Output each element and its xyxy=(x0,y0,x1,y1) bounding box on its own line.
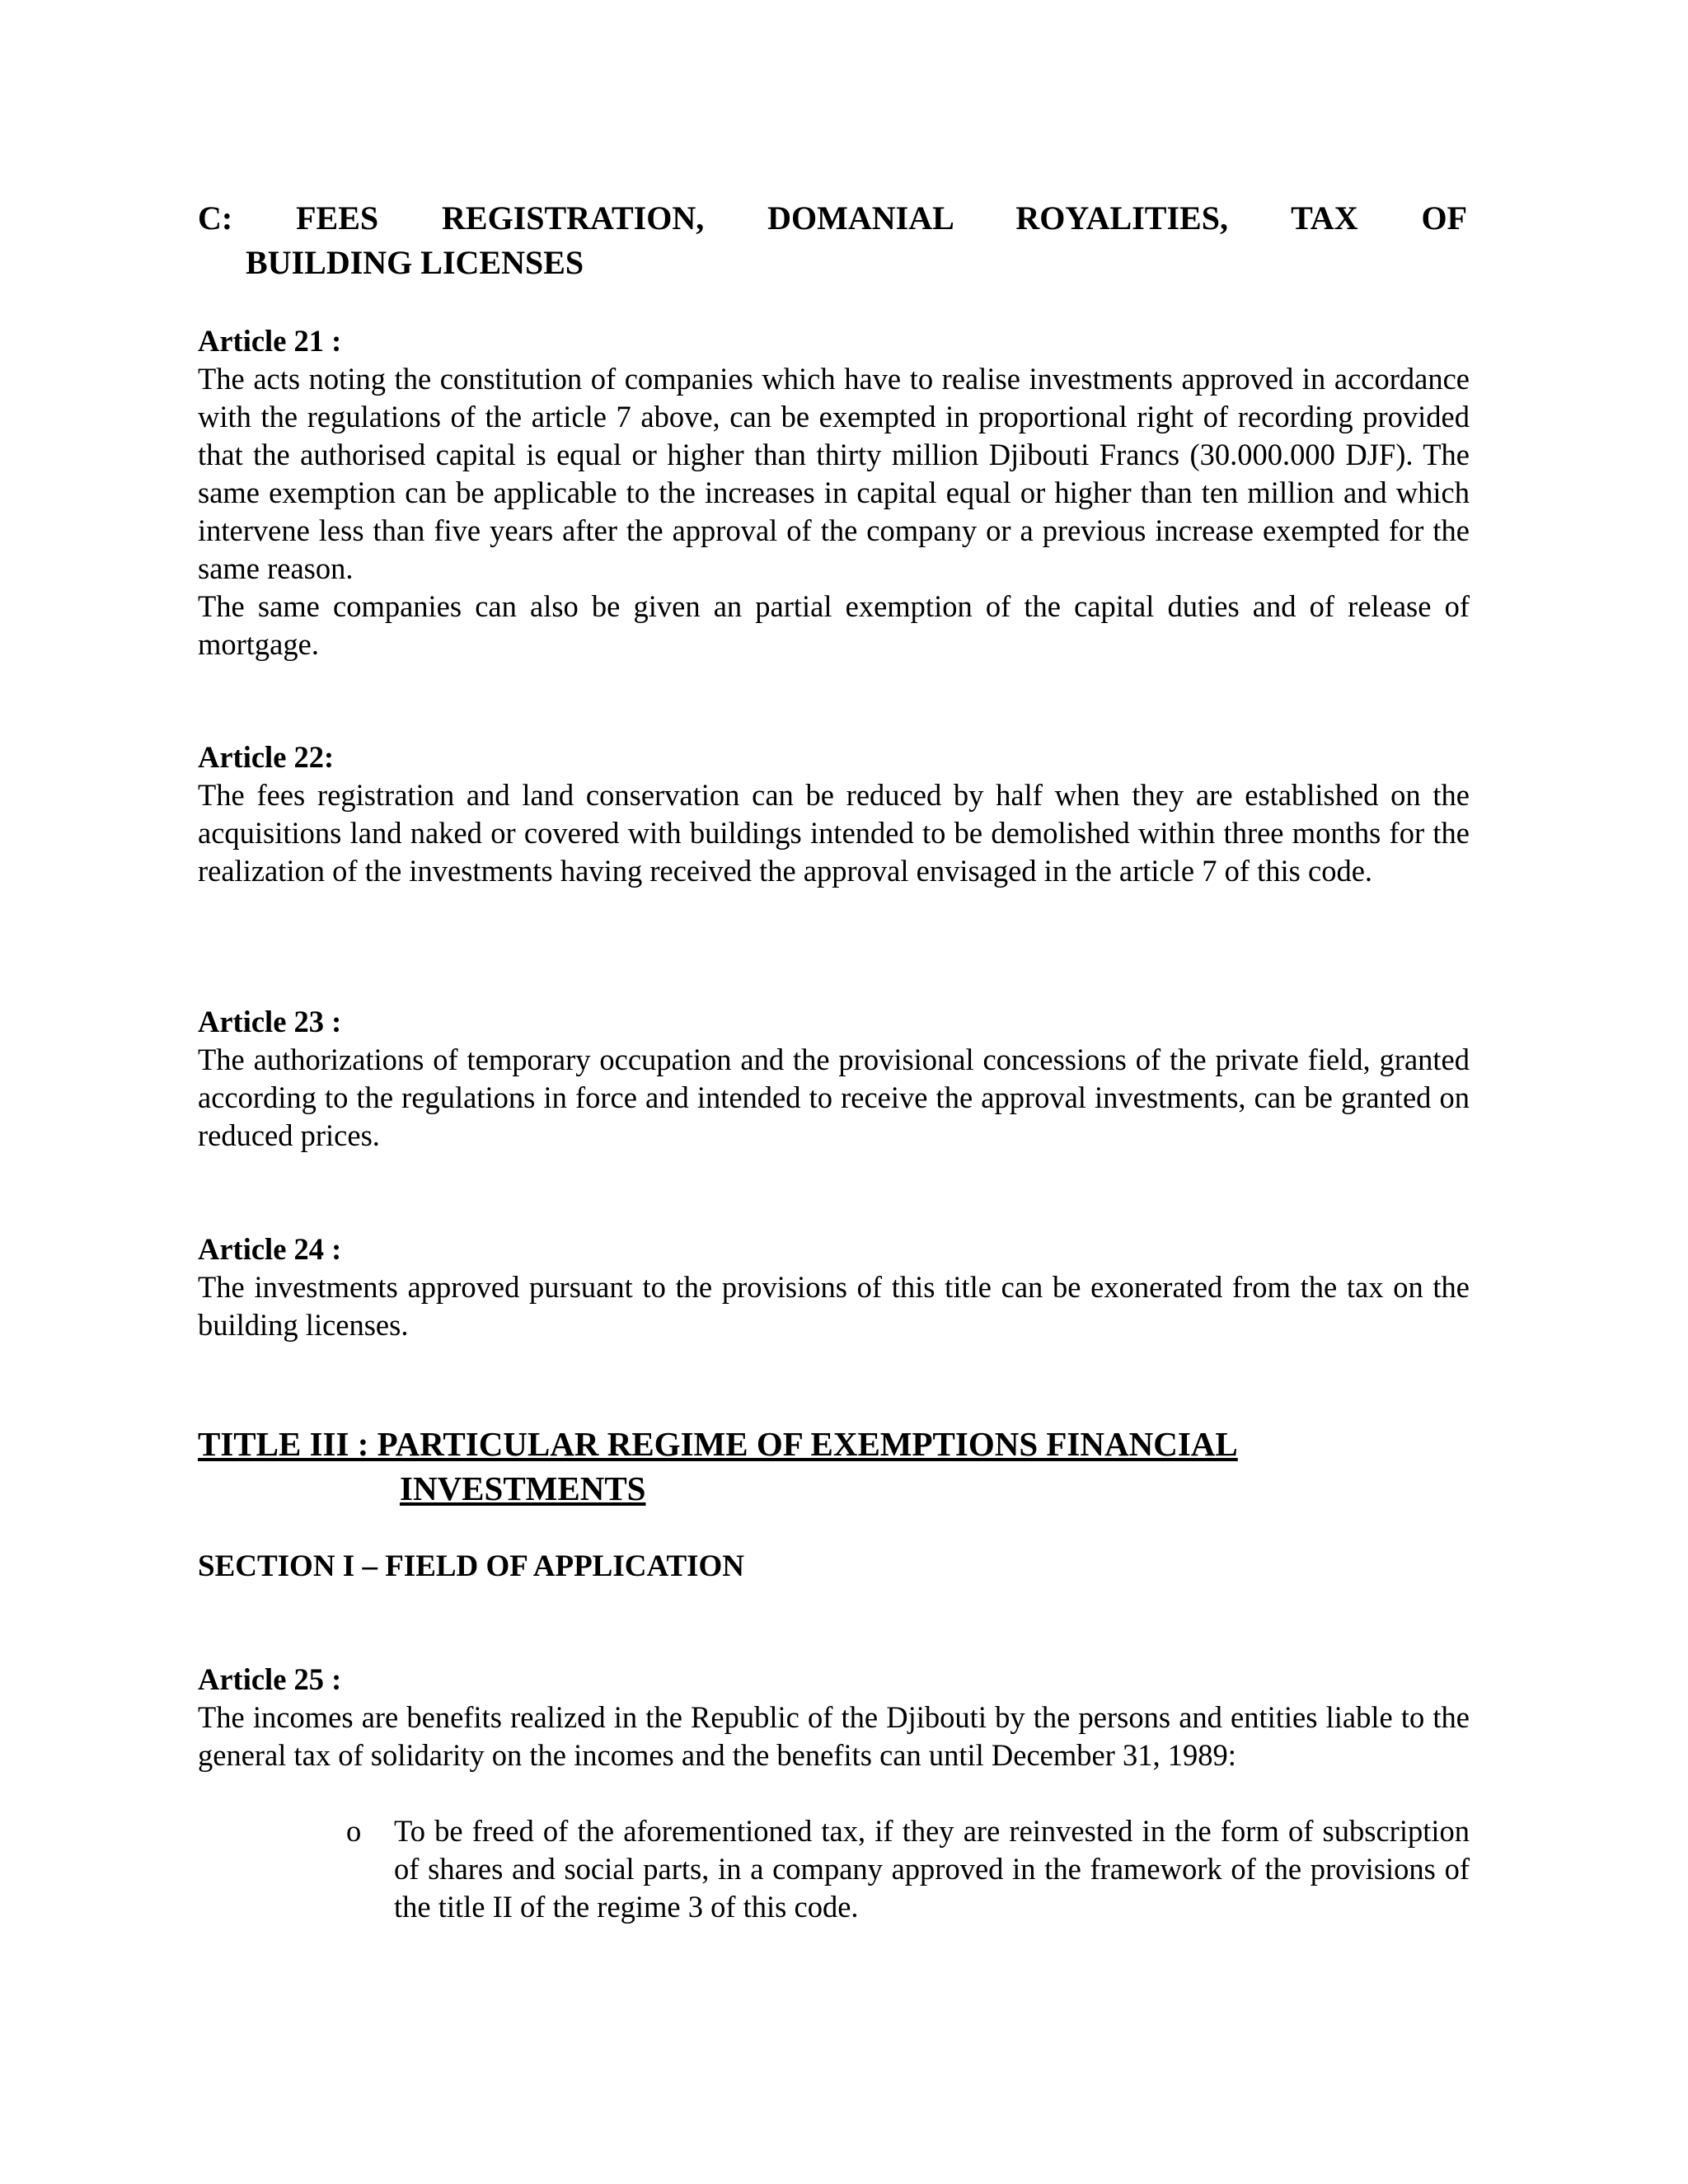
article-21-paragraph-2: The same companies can also be given an partial exemption of the capital duties and of release of mortgage. xyxy=(198,589,1470,661)
section-c-heading-line2: BUILDING LICENSES xyxy=(246,244,584,281)
article-22-title: Article 22: xyxy=(198,740,335,774)
article-24-title: Article 24 : xyxy=(198,1232,342,1266)
title-iii-heading-line1: TITLE III : PARTICULAR REGIME OF EXEMPTIONS FINANCIAL xyxy=(198,1425,1238,1463)
article-21-title: Article 21 : xyxy=(198,324,342,358)
title-iii-heading xyxy=(198,1422,1517,1511)
article-25-title: Article 25 : xyxy=(198,1662,342,1696)
article-25-bullet-text: To be freed of the aforementioned tax, if they are reinvested in the form of subscription of shares and social parts, in a company approved in the framework of the provisions of the title II of the regime 3 of this code. xyxy=(394,1814,1470,1924)
article-23-paragraph: The authorizations of temporary occupation and the provisional concessions of the private field, granted according to the regulations in force and intended to receive the approval investments, can be granted on reduced prices. xyxy=(198,1043,1470,1152)
title-iii-heading-line2: INVESTMENTS xyxy=(400,1469,646,1507)
article-21-paragraph-1: The acts noting the constitution of companies which have to realise investments approved in accordance with the regulations of the article 7 above, can be exempted in proportional right of recording provided that the authorised capital is equal or higher than thirty million Djibouti Francs (30.000.000 DJF). The same exemption can be applicable to the increases in capital equal or higher than ten million and which intervene less than five years after the approval of the company or a previous increase exempted for the same reason. xyxy=(198,362,1470,585)
article-22-paragraph: The fees registration and land conservation can be reduced by half when they are established on the acquisitions land naked or covered with buildings intended to be demolished within three months for the realization of the investments having received the approval envisaged in the article 7 of this code. xyxy=(198,778,1470,888)
section-c-heading-line1: C: FEES REGISTRATION, DOMANIAL ROYALITIES, TAX OF xyxy=(198,199,1467,237)
article-25-bullet-marker: o xyxy=(346,1814,362,1848)
article-23-title: Article 23 : xyxy=(198,1005,342,1038)
article-25-paragraph: The incomes are benefits realized in the Republic of the Djibouti by the persons and entities liable to the general tax of solidarity on the incomes and the benefits can until December 31, 1989: xyxy=(198,1700,1470,1772)
article-24-paragraph: The investments approved pursuant to the provisions of this title can be exonerated from the tax on the building licenses. xyxy=(198,1270,1470,1342)
section-i-heading: SECTION I – FIELD OF APPLICATION xyxy=(198,1549,745,1583)
section-c-heading xyxy=(198,196,1467,285)
